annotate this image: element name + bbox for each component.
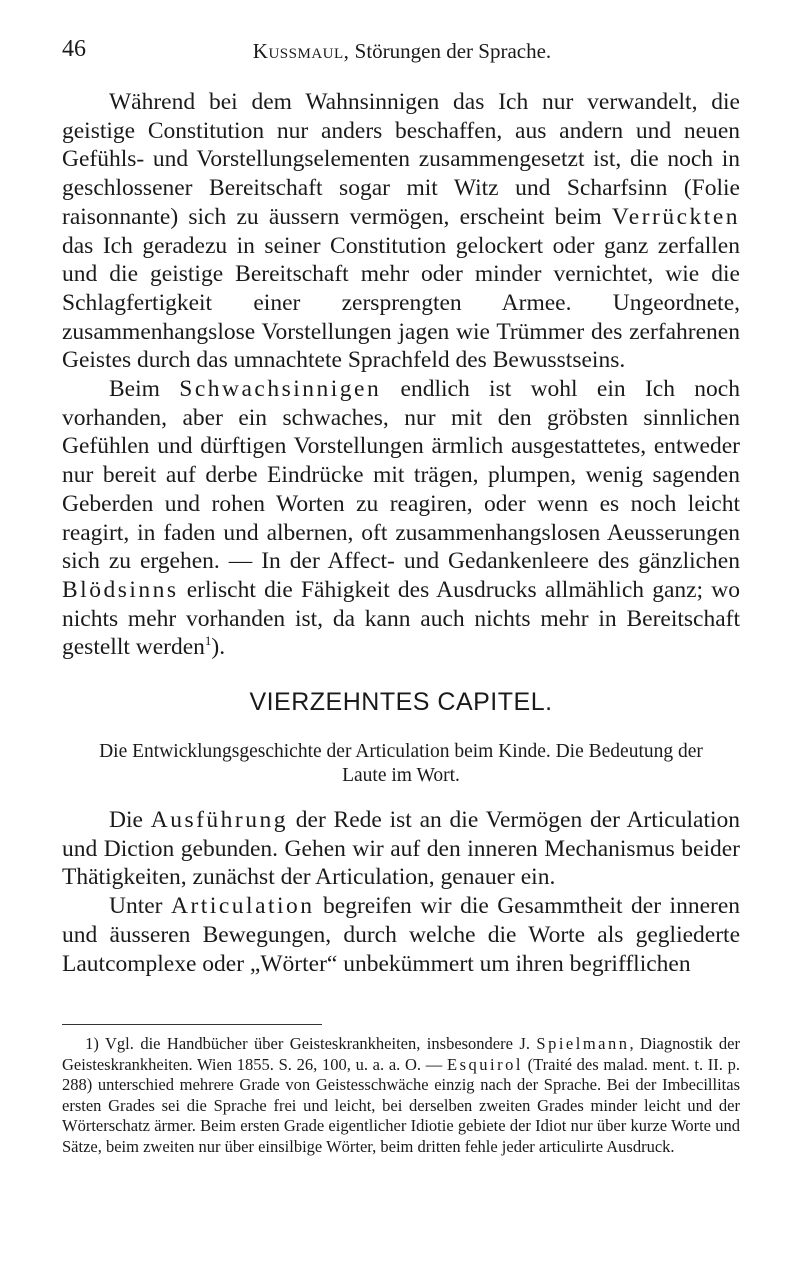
running-head-author: Kussmaul, [252,39,350,63]
chapter-title: VIERZEHNTES CAPITEL. [249,688,553,716]
emphasized-term: Verrückten [611,203,740,230]
paragraph-text: Die [109,807,151,833]
page-header [62,36,742,66]
footnote-marker: 1) [85,1034,99,1053]
footnote [62,1034,740,1157]
body-text-top [62,88,740,662]
paragraph-text: Beim [109,376,180,403]
footnote-segment: , Diagnostik der Geisteskrankheiten. Wien 1855. S. 26, 100, u. a. a. O. — [62,1034,740,1074]
paragraph-text: der Rede ist an die Vermögen der Articulation und Diction gebunden. Gehen wir auf den inneren Mechanismus beider Thätigkeiten, zunächst der Articulation, genauer ein. [62,807,740,891]
paragraph-text: ). [211,634,226,661]
paragraph [62,375,740,662]
paragraph-text: endlich ist wohl ein Ich noch vorhanden, aber ein schwaches, nur mit den gröbsten sinnlichen Gefühlen und dürftigen Vorstellungen ärmlich ausgestattetes, entweder nur bereit auf derbe Eindrücke mit trägen, plumpen, wenig sagenden Geberden und rohen Worten zu reagiren, oder wenn es noch leicht reagirt, in faden und albernen, oft zusammenhangslosen Aeusserungen sich zu ergehen. — In der Affect- und Gedankenleere des gänzlichen [62,376,740,575]
paragraph [62,806,740,892]
running-head-title: Störungen der Sprache. [349,39,552,63]
paragraph [62,88,740,375]
paragraph-text: erlischt die Fähigkeit des Ausdrucks allmählich ganz; wo nichts mehr vorhanden ist, da kann auch nichts mehr in Bereitschaft gestellt werden [62,576,740,661]
footnote-text [62,1034,740,1157]
emphasized-term: Blödsinns [62,576,179,603]
footnote-segment: Vgl. die Handbücher über Geisteskrankheiten, insbesondere J. [98,1034,537,1053]
paragraph-text: begreifen wir die Gesammtheit der inneren und äusseren Bewegungen, durch welche die Worte als gegliederte Lautcomplexe oder „Wörter“ unbekümmert um ihren begrifflichen [62,893,740,977]
running-head [62,39,742,64]
paragraph-text: Während bei dem Wahnsinnigen das Ich nur verwandelt, die geistige Constitution nur anders beschaffen, aus andern und neuen Gefühls- und Vorstellungselementen zusammengesetzt ist, die noch in geschlossener Bereitschaft sogar mit Witz und Scharfsinn (Folie raisonnante) sich zu äussern vermögen, erscheint beim [62,89,740,230]
emphasized-term: Articulation [171,893,315,920]
emphasized-term: Schwachsinnigen [179,376,382,403]
paragraph-text: Unter [109,893,171,920]
footnote-reference[interactable]: 1 [204,633,212,649]
footnote-divider [62,1024,322,1025]
emphasized-term: Ausführung [150,807,288,833]
body-text-chapter [62,806,740,978]
cited-author: Esquirol [447,1054,523,1074]
cited-author: Spielmann [536,1034,630,1053]
paragraph-text: das Ich geradezu in seiner Constitution gelockert oder ganz zerfallen und die geistige Bereitschaft mehr oder minder vernichtet, wie die Schlagfertigkeit einer zersprengten Armee. Ungeordnete, zusammenhangslose Vorstellungen jagen wie Trümmer des zerfahrenen Geistes durch das umnachtete Sprachfeld des Bewusstseins. [62,232,740,374]
chapter-summary: Die Entwicklungsgeschichte der Articulation beim Kinde. Die Bedeutung der Laute im Wort. [99,741,703,786]
page-number: 46 [62,36,86,62]
paragraph [62,892,740,978]
footnote-segment: (Traité des malad. ment. t. II. p. 288) unterschied mehrere Grade von Geistesschwäche einzig nach der Sprache. Bei der Imbecillitas ersten Grades sei die Sprache frei und leicht, bei derselben zweiten Grades minder leicht und der Wörterschatz ärmer. Beim ersten Grade eigentlicher Idiotie gebiete der Idiot nur über kurze Worte und Sätze, beim zweiten nur über einsilbige Wörter, beim dritten fehle jeder articulirte Ausdruck. [62,1054,741,1156]
